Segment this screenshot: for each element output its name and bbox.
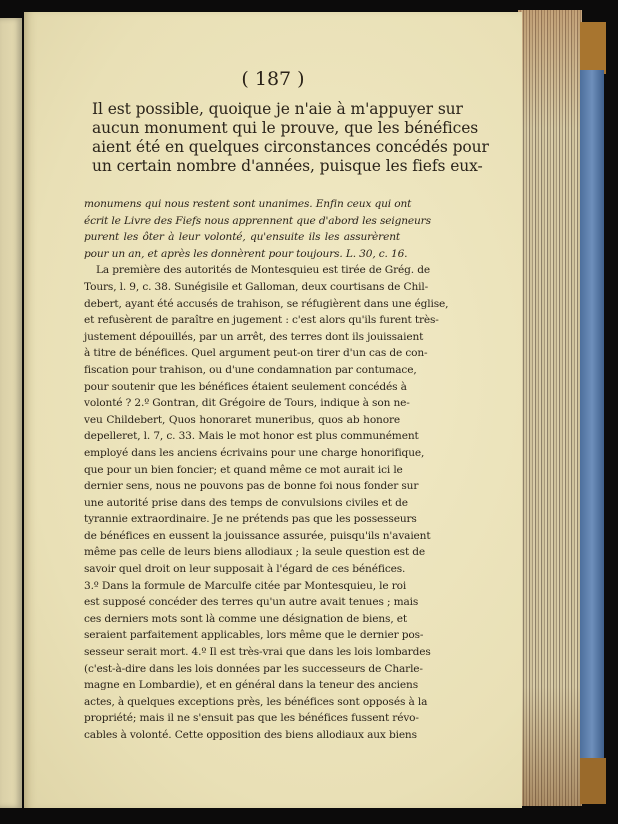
note-line: volonté ? 2.º Gontran, dit Grégoire de Tours, indique à son ne- xyxy=(84,397,410,410)
note-line: magne en Lombardie), et en général dans la teneur des anciens xyxy=(84,679,418,692)
note-line: sesseur serait mort. 4.º Il est très-vrai que dans les lois lombardes xyxy=(84,646,431,659)
note-line: debert, ayant été accusés de trahison, se réfugièrent dans une église, xyxy=(84,297,449,310)
note-line: écrit le Livre des Fiefs nous apprennent que d'abord les seigneurs xyxy=(84,214,431,227)
note-line: seraient parfaitement applicables, lors même que le dernier pos- xyxy=(84,629,424,642)
note-line: de bénéfices en eussent la jouissance assurée, puisqu'ils n'avaient xyxy=(84,529,431,542)
body-text xyxy=(92,100,489,176)
book-page xyxy=(24,12,522,808)
note-line: même pas celle de leurs biens allodiaux ; la seule question est de xyxy=(84,546,426,559)
note-line: que pour un bien foncier; et quand même ce mot aurait ici le xyxy=(84,463,403,476)
note-line: Tours, l. 9, c. 38. Sunégisile et Galloman, deux courtisans de Chil- xyxy=(84,280,429,293)
note-line: actes, à quelques exceptions près, les bénéfices sont opposés à la xyxy=(84,695,428,708)
page-block-edges xyxy=(518,10,582,806)
note-line: et refusèrent de paraître en jugement : c'est alors qu'ils furent très- xyxy=(84,314,439,327)
note-line: dernier sens, nous ne pouvons pas de bonne foi nous fonder sur xyxy=(84,480,419,493)
note-line: une autorité prise dans des temps de convulsions civiles et de xyxy=(84,496,408,509)
body-line: un certain nombre d'années, puisque les fiefs eux- xyxy=(92,157,483,175)
note-line: tyrannie extraordinaire. Je ne prétends pas que les possesseurs xyxy=(84,513,417,526)
page-number: ( 187 ) xyxy=(241,68,305,90)
body-line: aient été en quelques circonstances concédés pour xyxy=(92,138,489,156)
note-line: pour un an, et après les donnèrent pour toujours. L. 30, c. 16. xyxy=(84,247,408,260)
note-line: (c'est-à-dire dans les lois données par les successeurs de Charle- xyxy=(84,662,423,675)
note-line: cables à volonté. Cette opposition des biens allodiaux aux biens xyxy=(84,729,417,741)
footnote xyxy=(84,196,449,744)
note-line: ces derniers mots sont là comme une désignation de biens, et xyxy=(84,612,407,625)
note-line: propriété; mais il ne s'ensuit pas que les bénéfices fussent révo- xyxy=(84,712,419,725)
binding-corner-top xyxy=(580,22,606,74)
note-line: justement dépouillés, par un arrêt, des terres dont ils jouissaient xyxy=(84,330,424,343)
body-line: aucun monument qui le prouve, que les bénéfices xyxy=(92,119,479,137)
book-cover-spine xyxy=(580,70,604,760)
facing-page-edge xyxy=(0,18,22,808)
note-line: monumens qui nous restent sont unanimes. Enfin ceux qui ont xyxy=(84,198,412,210)
note-line: depelleret, l. 7, c. 33. Mais le mot honor est plus communément xyxy=(84,430,419,443)
note-line: fiscation pour trahison, ou d'une condamnation par contumace, xyxy=(84,363,417,376)
note-line: pour soutenir que les bénéfices étaient seulement concédés à xyxy=(84,380,407,393)
note-line: savoir quel droit on leur supposait à l'égard de ces bénéfices. xyxy=(84,563,406,576)
note-line: La première des autorités de Montesquieu est tirée de Grég. de xyxy=(96,264,430,277)
note-line: est supposé concéder des terres qu'un autre avait tenues ; mais xyxy=(84,596,419,609)
binding-corner-bottom xyxy=(580,758,606,804)
note-line: purent les ôter à leur volonté, qu'ensuite ils les assurèrent xyxy=(84,231,400,244)
note-line: employé dans les anciens écrivains pour une charge honorifique, xyxy=(84,446,425,459)
note-line: à titre de bénéfices. Quel argument peut-on tirer d'un cas de con- xyxy=(84,347,428,360)
body-line: Il est possible, quoique je n'aie à m'appuyer sur xyxy=(92,100,463,118)
note-line: veu Childebert, Quos honoraret muneribus, quos ab honore xyxy=(84,413,400,426)
note-line: 3.º Dans la formule de Marculfe citée par Montesquieu, le roi xyxy=(84,579,407,592)
